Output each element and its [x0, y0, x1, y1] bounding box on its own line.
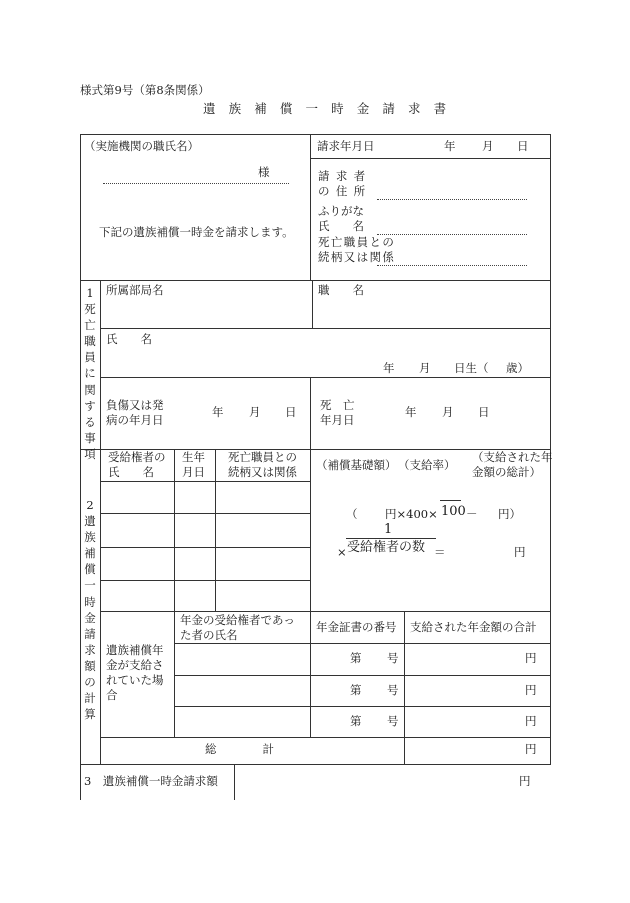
institution-field[interactable]: [103, 183, 289, 184]
rate-label: （支給率）: [398, 458, 456, 472]
deceased-name-label: 氏 名: [106, 332, 152, 346]
section2-label: 2遺族補償一時金請求額の計算: [84, 498, 96, 722]
sama-text: 様: [258, 165, 270, 179]
section1-label: 1死亡職員に関する事項: [84, 286, 96, 461]
injury-date-label-1: 負傷又は発: [106, 398, 164, 412]
claimant-address-label-1: 請求者: [318, 169, 372, 183]
relation-label-1: 死亡職員との: [318, 235, 396, 249]
form-number: 様式第9号（第8条関係）: [80, 83, 210, 97]
institution-label: （実施機関の職氏名）: [84, 139, 199, 153]
injury-date-label-2: 病の年月日: [106, 413, 164, 427]
basic-amount-label: （補償基礎額）: [316, 458, 397, 472]
request-date-label: 請求年月日: [317, 139, 375, 153]
death-date-label-1: 死 亡: [320, 398, 355, 412]
claimant-address-field[interactable]: [377, 199, 527, 200]
post-label: 職 名: [318, 283, 364, 297]
section3-label: 3 遺族補償一時金請求額: [84, 774, 218, 788]
relation-label-2: 続柄又は関係: [318, 250, 396, 264]
claimant-address-label-2: の住所: [318, 184, 372, 198]
request-text: 下記の遺族補償一時金を請求します。: [99, 225, 294, 239]
dept-label: 所属部局名: [106, 283, 164, 297]
grand-total-label: 総 計: [205, 742, 274, 756]
furigana-label: ふりがな: [318, 204, 364, 218]
claimant-name-field[interactable]: [377, 234, 527, 235]
form-title: 遺族補償一時金請求書: [203, 101, 460, 116]
claimant-name-label: 氏 名: [318, 219, 364, 233]
death-date-label-2: 年月日: [320, 413, 355, 427]
relation-field[interactable]: [377, 265, 527, 266]
